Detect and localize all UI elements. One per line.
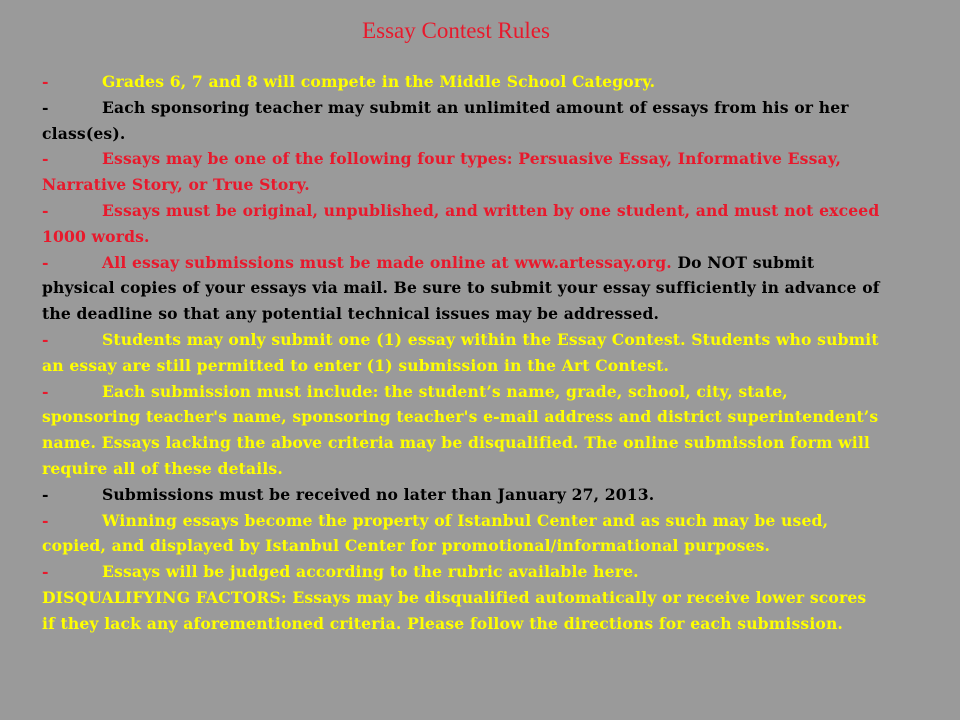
rules-list	[42, 69, 882, 637]
rule-bullet-dash: -	[42, 97, 49, 117]
rule-bullet-dash: -	[42, 329, 49, 349]
rule-text: Grades 6, 7 and 8 will compete in the Middle School Category.	[102, 72, 656, 91]
rule-bullet-dash: -	[42, 149, 49, 169]
rule-bullet-dash: -	[42, 510, 49, 530]
rule-bullet-dash: -	[42, 484, 49, 504]
rule-text: Do NOT submit physical copies of your essays via mail. Be sure to submit your essay sufficiently in advance of the deadline so that any potential technical issues may be addressed.	[42, 252, 880, 324]
rule-item	[42, 95, 882, 147]
rule-bullet-dash: -	[42, 72, 49, 91]
rule-item	[42, 69, 882, 95]
rule-item	[42, 585, 882, 637]
rule-item	[42, 379, 882, 482]
rule-item	[42, 559, 882, 585]
rule-item	[42, 327, 882, 379]
rule-text: Each submission must include: the student’s name, grade, school, city, state, sponsoring teacher's name, sponsoring teacher's e-mail address and district superintendent’s name. Essays lacking the above criteria may be disqualified. The online submission form will require all of these details.	[42, 381, 879, 478]
rule-text: Each sponsoring teacher may submit an unlimited amount of essays from his or her class(es).	[42, 97, 849, 143]
rule-text: All essay submissions must be made online at www.artessay.org.	[102, 252, 672, 272]
slide-title: Essay Contest Rules	[362, 18, 550, 43]
rule-text: Essays will be judged according to the rubric available here.	[102, 562, 639, 582]
rule-text: Winning essays become the property of Istanbul Center and as such may be used, copied, and displayed by Istanbul Center for promotional/informational purposes.	[42, 510, 829, 556]
rule-bullet-dash: -	[42, 200, 49, 220]
rule-item	[42, 198, 882, 250]
rule-item	[42, 482, 882, 508]
rule-text: DISQUALIFYING FACTORS: Essays may be disqualified automatically or receive lower scores if they lack any aforementioned criteria. Please follow the directions for each submission.	[42, 587, 867, 633]
rule-text: Essays may be one of the following four types: Persuasive Essay, Informative Essay, Narrative Story, or True Story.	[42, 149, 842, 195]
rule-item	[42, 250, 882, 327]
rule-text: Students may only submit one (1) essay within the Essay Contest. Students who submit an essay are still permitted to enter (1) submission in the Art Contest.	[42, 329, 879, 375]
rule-item	[42, 508, 882, 560]
rule-text: Essays must be original, unpublished, and written by one student, and must not exceed 1000 words.	[42, 200, 880, 246]
rule-bullet-dash: -	[42, 381, 49, 401]
rule-bullet-dash: -	[42, 252, 49, 272]
rule-bullet-dash: -	[42, 562, 49, 582]
rule-item	[42, 146, 882, 198]
rule-text: Submissions must be received no later than January 27, 2013.	[102, 484, 655, 504]
